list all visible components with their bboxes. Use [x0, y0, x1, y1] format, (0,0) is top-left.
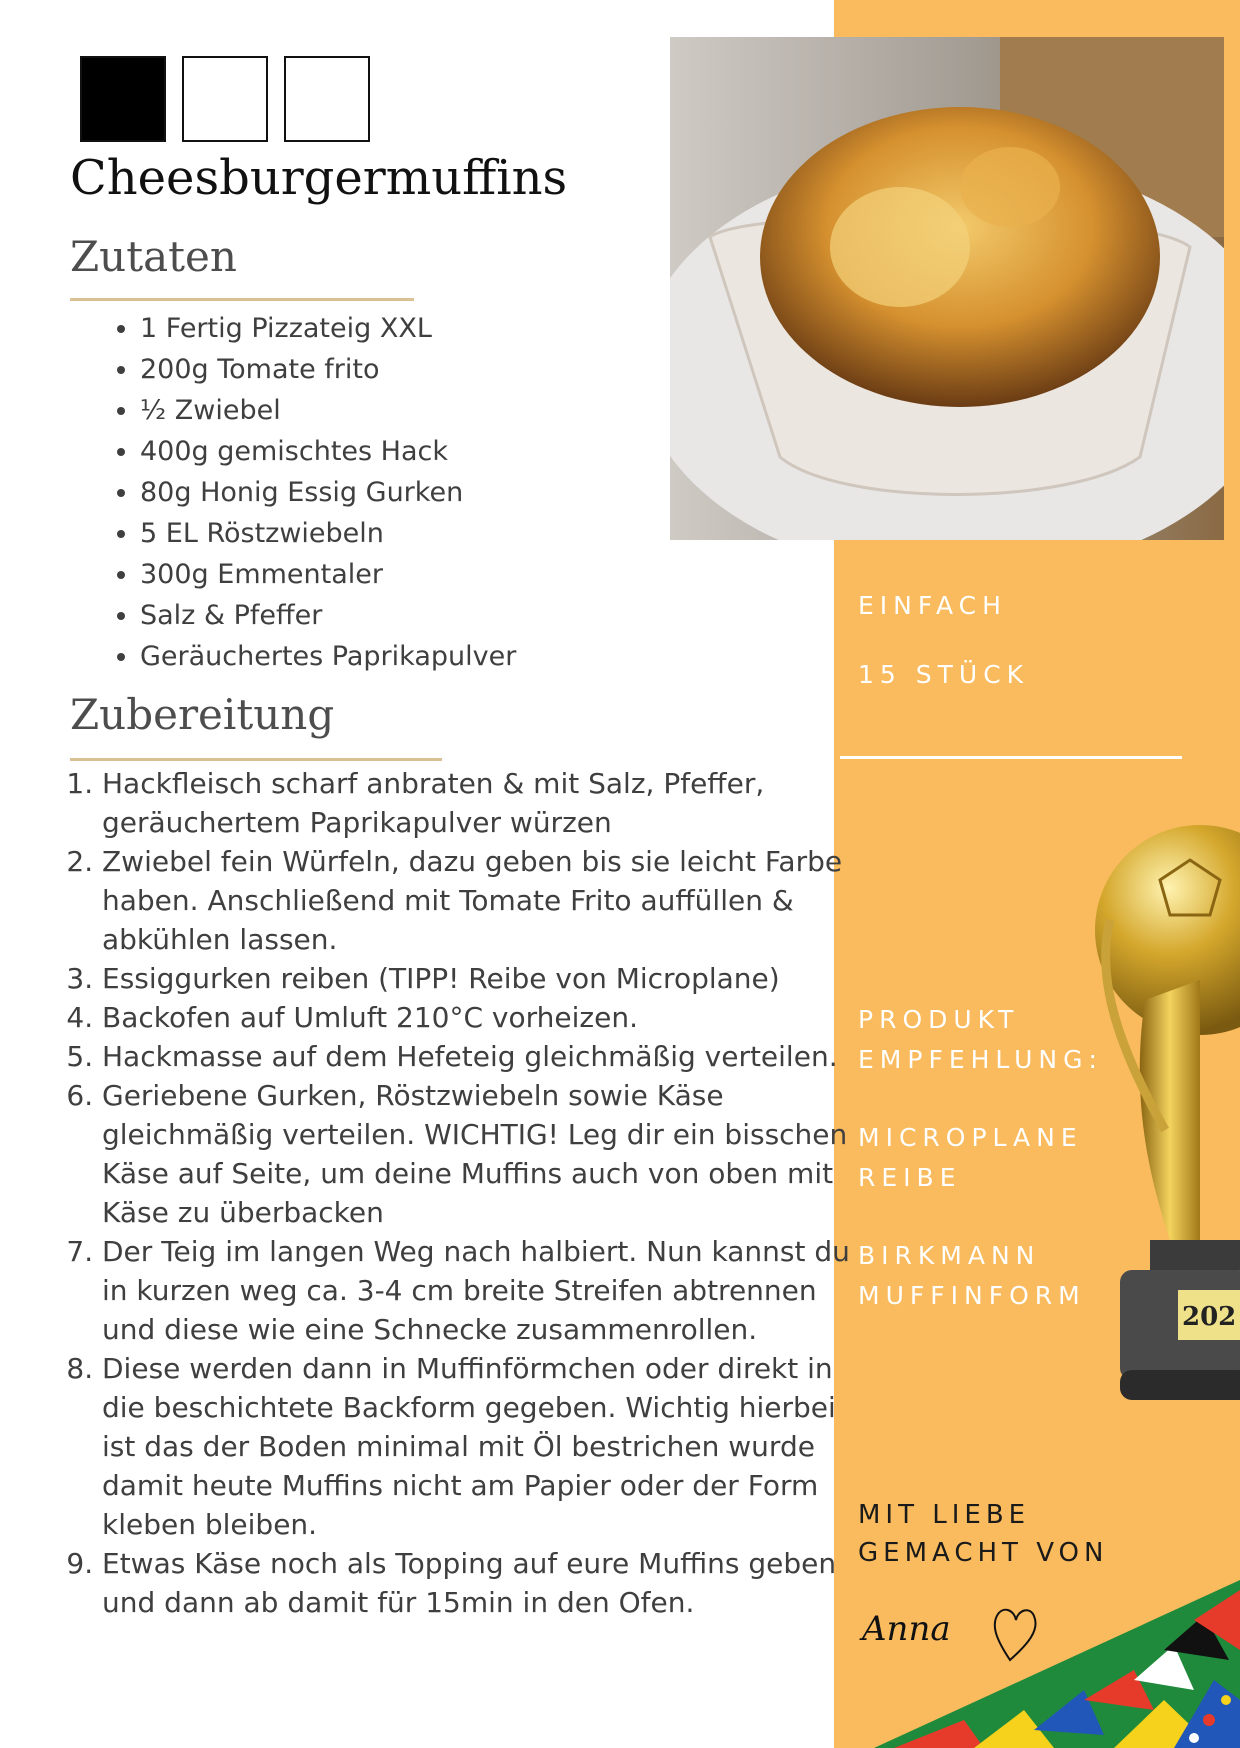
difficulty-box-empty	[182, 56, 268, 142]
recipe-title: Cheesburgermuffins	[70, 150, 568, 206]
step-item: 3. Essiggurken reiben (TIPP! Reibe von Microplane)	[102, 959, 862, 998]
ingredient-item: • Geräuchertes Paprikapulver	[140, 636, 516, 677]
step-item: 6. Geriebene Gurken, Röstzwiebeln sowie Käse gleichmäßig verteilen. WICHTIG! Leg dir ein bisschen Käse auf Seite, um deine Muffins auch von oben mit Käse zu überbacken	[102, 1076, 862, 1232]
sidebar-divider	[840, 756, 1182, 759]
yield-label: 15 STÜCK	[858, 660, 1030, 689]
ingredient-item: • 1 Fertig Pizzateig XXL	[140, 308, 516, 349]
svg-text:Anna: Anna	[862, 1609, 951, 1649]
difficulty-indicator	[80, 56, 370, 142]
heart-icon	[995, 1610, 1036, 1660]
difficulty-label: EINFACH	[858, 591, 1007, 620]
step-item: 5. Hackmasse auf dem Hefeteig gleichmäßig verteilen.	[102, 1037, 862, 1076]
product-birkmann: BIRKMANN MUFFINFORM	[858, 1241, 1086, 1310]
signature-anna	[858, 1592, 1048, 1666]
product-microplane: MICROPLANE REIBE	[858, 1123, 1083, 1192]
ingredient-item: • Salz & Pfeffer	[140, 595, 516, 636]
step-list	[70, 764, 862, 1622]
steps-heading-rule	[70, 758, 442, 761]
step-item: 2. Zwiebel fein Würfeln, dazu geben bis sie leicht Farbe haben. Anschließend mit Tomate Frito auffüllen & abkühlen lassen.	[102, 842, 862, 959]
ingredient-item: • 5 EL Röstzwiebeln	[140, 513, 516, 554]
ingredient-item: • ½ Zwiebel	[140, 390, 516, 431]
step-item: 4. Backofen auf Umluft 210°C vorheizen.	[102, 998, 862, 1037]
steps-heading: Zubereitung	[70, 690, 335, 739]
difficulty-box-filled	[80, 56, 166, 142]
muffin-image	[670, 37, 1224, 540]
trophy-icon	[1090, 800, 1240, 1450]
ingredient-item: • 300g Emmentaler	[140, 554, 516, 595]
ingredient-list	[100, 308, 516, 677]
step-item: 7. Der Teig im langen Weg nach halbiert. Nun kannst du in kurzen weg ca. 3-4 cm breite Streifen abtrennen und diese wie eine Schnecke zusammenrollen.	[102, 1232, 862, 1349]
step-item: 8. Diese werden dann in Muffinförmchen oder direkt in die beschichtete Backform gegeben. Wichtig hierbei ist das der Boden minimal mit Öl bestrichen wurde damit heute Muffins nicht am Papier oder der Form kleben bleiben.	[102, 1349, 862, 1544]
step-item: 9. Etwas Käse noch als Topping auf eure Muffins geben und dann ab damit für 15min in den Ofen.	[102, 1544, 862, 1622]
ingredient-item: • 80g Honig Essig Gurken	[140, 472, 516, 513]
made-with-love-label: MIT LIEBE GEMACHT VON	[858, 1500, 1109, 1568]
step-item: 1. Hackfleisch scharf anbraten & mit Salz, Pfeffer, geräuchertem Paprikapulver würzen	[102, 764, 862, 842]
ingredients-heading-rule	[70, 298, 414, 301]
ingredient-item: • 200g Tomate frito	[140, 349, 516, 390]
svg-text:202: 202	[1182, 1302, 1237, 1332]
difficulty-box-empty	[284, 56, 370, 142]
ingredient-item: • 400g gemischtes Hack	[140, 431, 516, 472]
recipe-photo	[670, 37, 1224, 540]
product-recommendation-label: PRODUKT EMPFEHLUNG:	[858, 1005, 1103, 1074]
ingredients-heading: Zutaten	[70, 232, 237, 281]
